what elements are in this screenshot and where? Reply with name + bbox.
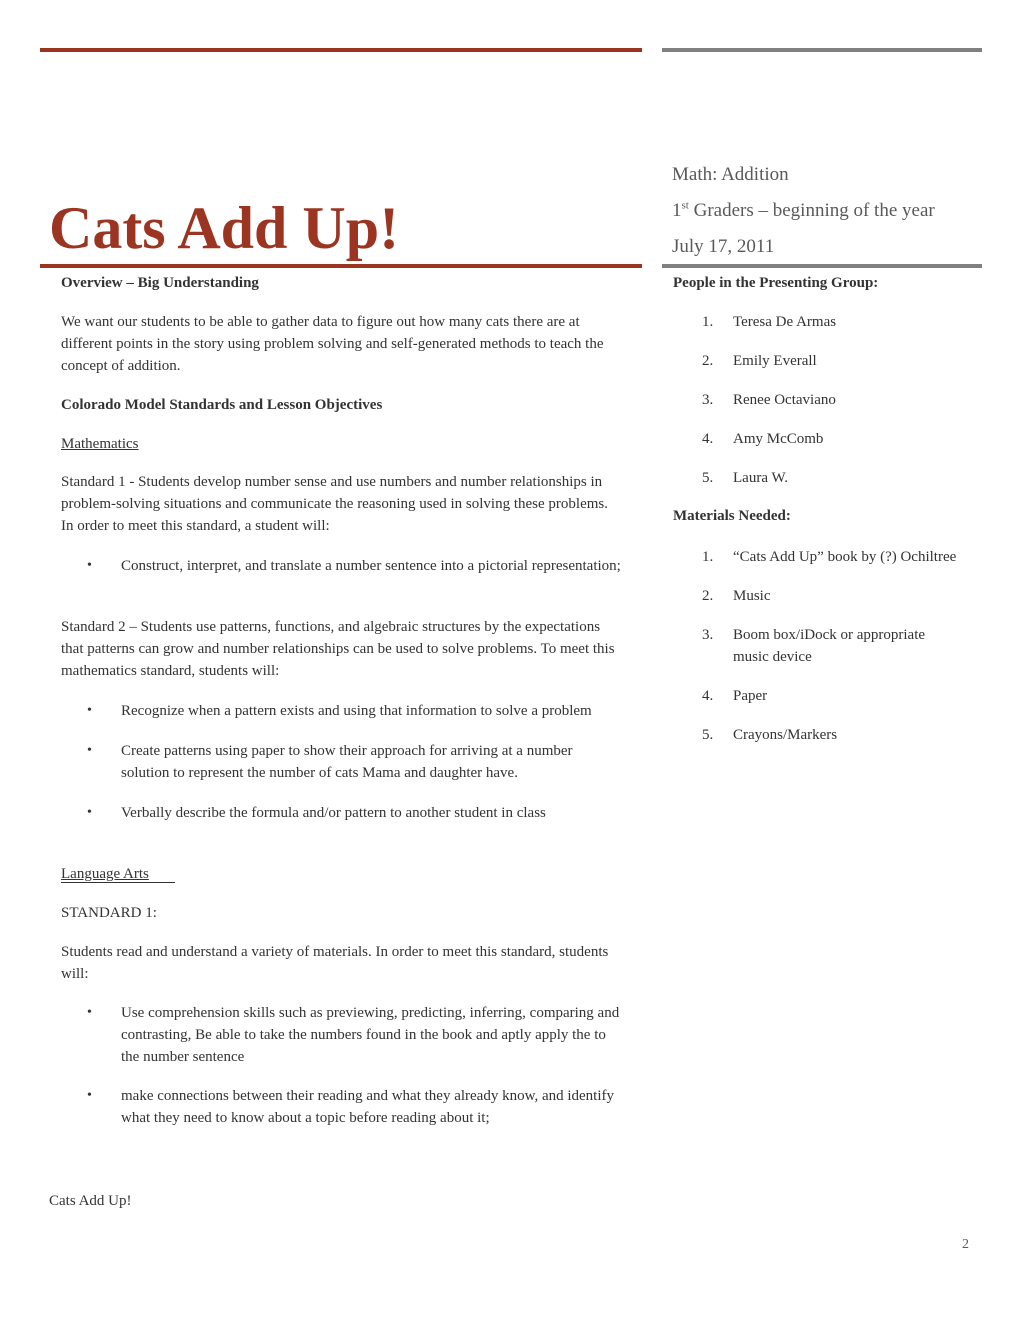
- standard1-bullet-list: [61, 555, 621, 577]
- list-item: [673, 467, 973, 489]
- list-item: [61, 802, 621, 824]
- list-number: 4.: [702, 431, 714, 447]
- list-item: [673, 350, 973, 372]
- list-item: [673, 624, 963, 668]
- people-heading: People in the Presenting Group:: [673, 275, 879, 291]
- language-arts-label: Language Arts: [61, 866, 175, 883]
- material-text: Boom box/iDock or appropriate music device: [733, 627, 926, 665]
- mathematics-heading: Mathematics: [61, 436, 139, 452]
- standard1-text: Standard 1 - Students develop number sense and use numbers and number relationships in problem-solving situations and communicate the reasoning used in solving these problems. In order to meet this standard, a student will:: [61, 474, 608, 534]
- list-item-text: Recognize when a pattern exists and using that information to solve a problem: [121, 703, 592, 719]
- material-text: Crayons/Markers: [733, 727, 838, 743]
- list-item: [673, 724, 963, 746]
- lesson-meta: [672, 157, 992, 265]
- overview-heading: Overview – Big Understanding: [61, 275, 259, 291]
- list-item: [61, 740, 621, 784]
- list-number: 2.: [702, 353, 714, 369]
- la-bullet-list: [61, 1002, 621, 1129]
- list-item: [61, 700, 621, 722]
- standard2-text: Standard 2 – Students use patterns, functions, and algebraic structures by the expectations that patterns can grow and number relationships can be used to solve problems. To meet this mathematics standard, students will:: [61, 619, 615, 679]
- bullet-icon: •: [87, 703, 92, 718]
- people-list: [673, 311, 973, 489]
- list-number: 1.: [702, 549, 714, 565]
- la-text: Students read and understand a variety of materials. In order to meet this standard, students will:: [61, 944, 609, 982]
- standards-heading: Colorado Model Standards and Lesson Objectives: [61, 397, 383, 413]
- top-rule-right: [662, 48, 982, 52]
- person-name: Laura W.: [733, 470, 788, 486]
- list-item-text: Verbally describe the formula and/or pattern to another student in class: [121, 805, 546, 821]
- list-item-text: make connections between their reading and what they already know, and identify what they need to know about a topic before reading about it;: [121, 1088, 615, 1126]
- bullet-icon: •: [87, 1088, 92, 1103]
- materials-list: [673, 546, 963, 746]
- bullet-icon: •: [87, 1005, 92, 1020]
- standard2-bullet-list: [61, 700, 621, 824]
- list-number: 1.: [702, 314, 714, 330]
- list-item-text: Construct, interpret, and translate a number sentence into a pictorial representation;: [121, 558, 621, 574]
- list-number: 4.: [702, 688, 714, 704]
- overview-text: We want our students to be able to gather data to figure out how many cats there are at different points in the story using problem solving and self-generated methods to teach the concept of addition.: [61, 314, 604, 374]
- list-item: [61, 1085, 621, 1129]
- grade-line: [672, 193, 992, 229]
- grade-text: Graders – beginning of the year: [688, 200, 935, 221]
- list-item: [673, 585, 963, 607]
- materials-heading: Materials Needed:: [673, 508, 791, 524]
- list-item: [673, 685, 963, 707]
- list-number: 3.: [702, 392, 714, 408]
- bullet-icon: •: [87, 805, 92, 820]
- list-item-text: Use comprehension skills such as previewing, predicting, inferring, comparing and contrasting, Be able to take the numbers found in the book and aptly apply the to the number sentence: [121, 1005, 620, 1065]
- title-rule-left: [40, 264, 642, 268]
- person-name: Emily Everall: [733, 353, 817, 369]
- grade-ordinal: st: [681, 199, 689, 212]
- person-name: Amy McComb: [733, 431, 824, 447]
- language-arts-heading: [61, 863, 621, 885]
- person-name: Renee Octaviano: [733, 392, 836, 408]
- list-item: [673, 428, 973, 450]
- list-item: [673, 311, 973, 333]
- list-item: [673, 546, 963, 568]
- material-text: Music: [733, 588, 771, 604]
- top-rule-left: [40, 48, 642, 52]
- person-name: Teresa De Armas: [733, 314, 837, 330]
- bullet-icon: •: [87, 558, 92, 573]
- list-number: 3.: [702, 627, 714, 643]
- la-standard-label: STANDARD 1:: [61, 905, 157, 921]
- material-text: Paper: [733, 688, 768, 704]
- material-text: “Cats Add Up” book by (?) Ochiltree: [733, 549, 957, 565]
- grade-number: 1: [672, 200, 682, 221]
- list-item: [61, 1002, 621, 1068]
- title-rule-right: [662, 264, 982, 268]
- list-item: [673, 389, 973, 411]
- date-line: July 17, 2011: [672, 236, 775, 257]
- list-item-text: Create patterns using paper to show their approach for arriving at a number solution to represent the number of cats Mama and daughter have.: [121, 743, 573, 781]
- subject-line: Math: Addition: [672, 164, 789, 185]
- list-number: 5.: [702, 470, 714, 486]
- page-number: 2: [962, 1237, 969, 1252]
- page-title: Cats Add Up!: [49, 195, 400, 261]
- footer-title: Cats Add Up!: [49, 1193, 132, 1209]
- list-item: [61, 555, 621, 577]
- list-number: 5.: [702, 727, 714, 743]
- list-number: 2.: [702, 588, 714, 604]
- bullet-icon: •: [87, 743, 92, 758]
